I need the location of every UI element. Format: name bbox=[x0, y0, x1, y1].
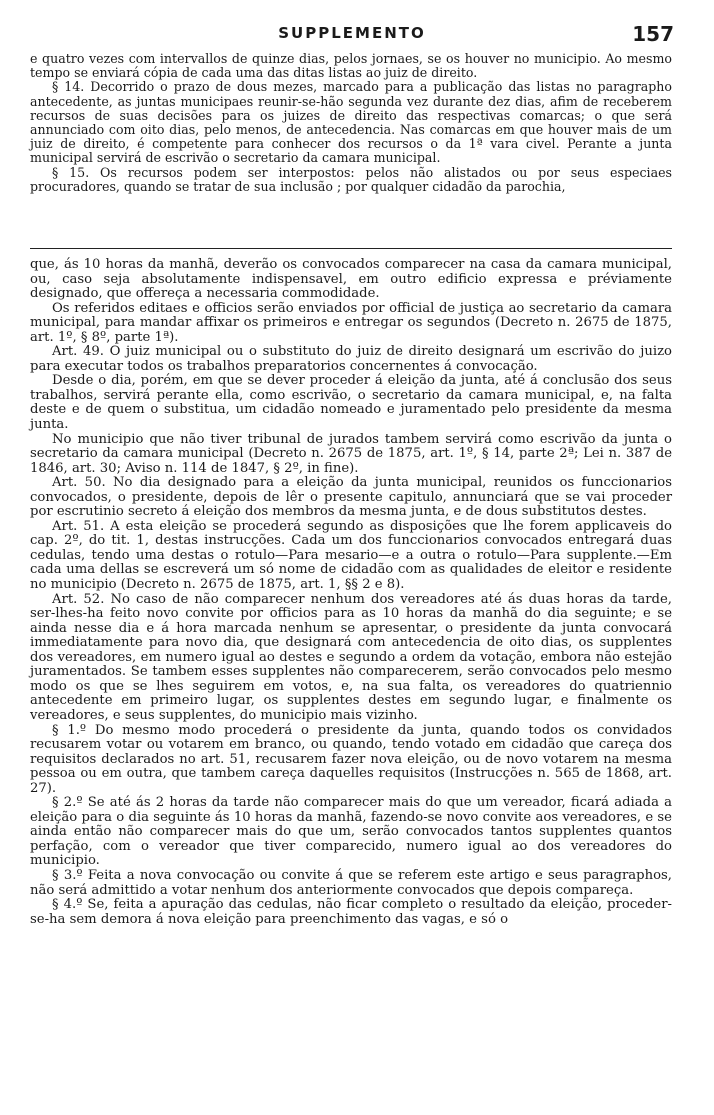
note-paragraph: e quatro vezes com intervallos de quinze dias, pelos jornaes, se os houver no municipio. Ao mesmo tempo se enviará cópia de cada uma das ditas listas ao juiz de direito. bbox=[30, 51, 672, 81]
note-paragraph: § 15. Os recursos podem ser interpostos: pelos não alistados ou por seus especiaes procuradores, quando se tratar de sua inclusão ; por qualquer cidadão da parochia, bbox=[30, 164, 672, 194]
body-paragraph: Art. 50. No dia designado para a eleição da junta municipal, reunidos os funccionarios convocados, o presidente, depois de lêr o presente capitulo, annunciará que se vai proceder por escrutinio secreto á eleição dos membros da mesma junta, e de dous substitutos destes. bbox=[30, 475, 672, 520]
body-paragraph: Desde o dia, porém, em que se dever proceder á eleição da junta, até á conclusão dos seus trabalhos, servirá perante ella, como escrivão, o secretario da camara municipal, e, na falta deste e de quem o substitua, um cidadão nomeado e juramentado pelo presidente da mesma junta. bbox=[30, 373, 672, 433]
section-divider bbox=[30, 248, 672, 249]
running-head: SUPPLEMENTO bbox=[278, 24, 426, 42]
main-text bbox=[30, 258, 672, 927]
body-paragraph: que, ás 10 horas da manhã, deverão os convocados comparecer na casa da camara municipal, ou, caso seja absolutamente indispensavel, em outro edificio expressa e préviamente designado, que offereça a necessaria commodidade. bbox=[30, 257, 672, 302]
body-paragraph: Art. 51. A esta eleição se procederá segundo as disposições que lhe forem applicaveis do cap. 2º, do tit. 1, destas instrucções. Cada um dos funccionarios convocados entregará duas cedulas, tendo uma destas o rotulo—Para mesario—e a outra o rotulo—Para supplente.—Em cada uma dellas se escreverá um só nome de cidadão com as qualidades de eleitor e residente no municipio (Decreto n. 2675 de 1875, art. 1, §§ 2 e 8). bbox=[30, 518, 672, 593]
body-paragraph: § 1.º Do mesmo modo procederá o presidente da junta, quando todos os convidados recusarem votar ou votarem em branco, ou quando, tendo votado em cidadão que careça dos requisitos declarados no art. 51, recusarem fazer nova eleição, ou de novo votarem na mesma pessoa ou em outra, que tambem careça daquelles requisitos (Instrucções n. 565 de 1868, art. 27). bbox=[30, 722, 672, 796]
body-paragraph: No municipio que não tiver tribunal de jurados tambem servirá como escrivão da junta o secretario da camara municipal (Decreto n. 2675 de 1875, art. 1º, § 14, parte 2ª; Lei n. 387 de 1846, art. 30; Aviso n. 114 de 1847, § 2º, in fine). bbox=[30, 431, 672, 476]
page-number: 157 bbox=[632, 22, 674, 46]
body-paragraph: § 3.º Feita a nova convocação ou convite á que se referem este artigo e seus paragraphos, não será admittido a votar nenhum dos anteriormente convocados que depois compareça. bbox=[30, 867, 672, 898]
body-paragraph: § 4.º Se, feita a apuração das cedulas, não ficar completo o resultado da eleição, proceder-se-ha sem demora á nova eleição para preenchimento das vagas, e só o bbox=[30, 897, 672, 927]
body-paragraph: Art. 52. No caso de não comparecer nenhum dos vereadores até ás duas horas da tarde, ser-lhes-ha feito novo convite por officios para as 10 horas da manhã do dia seguinte; e se ainda nesse dia e á hora marcada nenhum se apresentar, o presidente da junta convocará immediatamente para novo dia, que designará com antecedencia de oito dias, os supplentes dos vereadores, em numero igual ao destes e segundo a ordem da votação, embora não estejão juramentados. Se tambem esses supplentes não comparecerem, serão convocados pelo mesmo modo os que se lhes seguirem em votos, e, na sua falta, os vereadores do quatriennio antecedente em primeiro lugar, os supplentes destes em segundo lugar, e finalmente os vereadores, e seus supplentes, do municipio mais vizinho. bbox=[30, 591, 672, 723]
body-paragraph: Art. 49. O juiz municipal ou o substituto do juiz de direito designará um escrivão do juizo para executar todos os trabalhos preparatorios concernentes á convocação. bbox=[30, 344, 672, 374]
page-header bbox=[30, 22, 674, 48]
body-paragraph: § 2.º Se até ás 2 horas da tarde não comparecer mais do que um vereador, ficará adiada a eleição para o dia seguinte ás 10 horas da manhã, fazendo-se novo convite aos vereadores, e se ainda então não comparecer mais do que um, serão convocados tantos supplentes quantos perfação, com o vereador que tiver comparecido, numero igual ao dos vereadores do municipio. bbox=[30, 795, 672, 869]
body-paragraph: Os referidos editaes e officios serão enviados por official de justiça ao secretario da camara municipal, para mandar affixar os primeiros e entregar os segundos (Decreto n. 2675 de 1875, art. 1º, § 8º, parte 1ª). bbox=[30, 300, 672, 345]
note-paragraph: § 14. Decorrido o prazo de dous mezes, marcado para a publicação das listas no paragrapho antecedente, as juntas municipaes reunir-se-hão segunda vez durante dez dias, afim de receberem recursos de suas decisões para os juizes de direito das respectivas comarcas; o que será annunciado com oito dias, pelo menos, de antecedencia. Nas comarcas em que houver mais de um juiz de direito, é competente para conhecer dos recursos o da 1ª vara civel. Perante a junta municipal servirá de escrivão o secretario da camara municipal. bbox=[30, 79, 672, 166]
footnote-block bbox=[30, 52, 672, 194]
